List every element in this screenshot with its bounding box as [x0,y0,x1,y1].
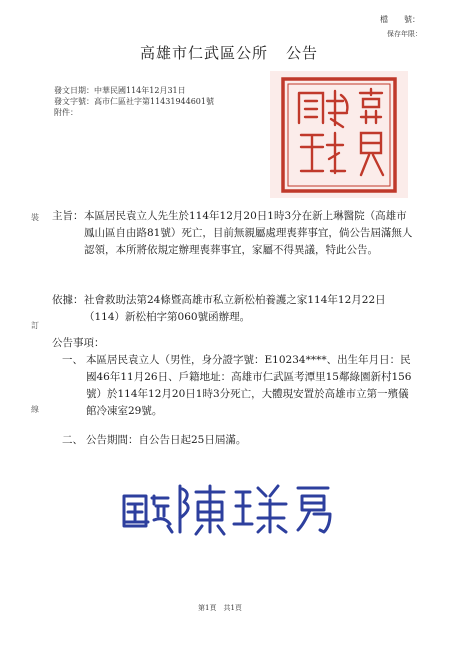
subject-text: 本區居民袁立人先生於114年12月20日1時3分在新上琳醫院（高雄市鳳山區自由路81號）死亡，目前無親屬處理喪葬事宜，倘公告屆滿無人認領，本所將依規定辦理喪葬事宜，家屬不得異議，特此公告。 [84,210,413,256]
official-seal-stamp [265,67,413,202]
document-info [54,85,214,118]
title-kind: 公告 [286,44,319,62]
basis-section [52,292,414,326]
basis-text: 社會救助法第24條暨高雄市私立新松柏養護之家114年12月22日（114）新松柏字第060號函辦理。 [84,294,386,323]
basis-label: 依據： [52,294,84,306]
notice-item [62,352,414,420]
page-title [140,42,370,63]
chief-signature-stamp [118,478,348,538]
binding-mark-bottom: 線 [31,405,39,414]
binding-mark-top: 裝 [31,213,39,222]
issue-date: 發文日期：中華民國114年12月31日 [54,86,186,95]
document-number: 發文字號：高市仁區社字第11431944601號 [54,97,214,106]
notice-item-number: 二、 [62,434,83,446]
notice-item [62,432,414,449]
notice-item-text: 公告期間：自公告日起25日屆滿。 [86,434,247,446]
subject-section [52,208,414,259]
title-org: 高雄市仁武區公所 [140,44,269,62]
file-number-label: 檔 號： [380,15,420,24]
retention-label: 保存年限： [387,30,422,38]
notice-heading: 公告事項： [52,337,105,349]
binding-mark-middle: 訂 [31,321,39,330]
notice-item-number: 一、 [62,354,83,366]
subject-label: 主旨： [52,210,84,222]
notice-item-text: 本區居民袁立人（男性，身分證字號：E10234****、出生年月日：民國46年11月26日、戶籍地址：高雄市仁武區考潭里15鄰綠園新村156號）於114年12月20日1時3分死亡，大體現安置於高雄市立第一殯儀館冷凍室29號。 [86,354,412,417]
attachment-label: 附件： [54,108,78,117]
page-footer: 第1頁 共1頁 [198,604,242,612]
